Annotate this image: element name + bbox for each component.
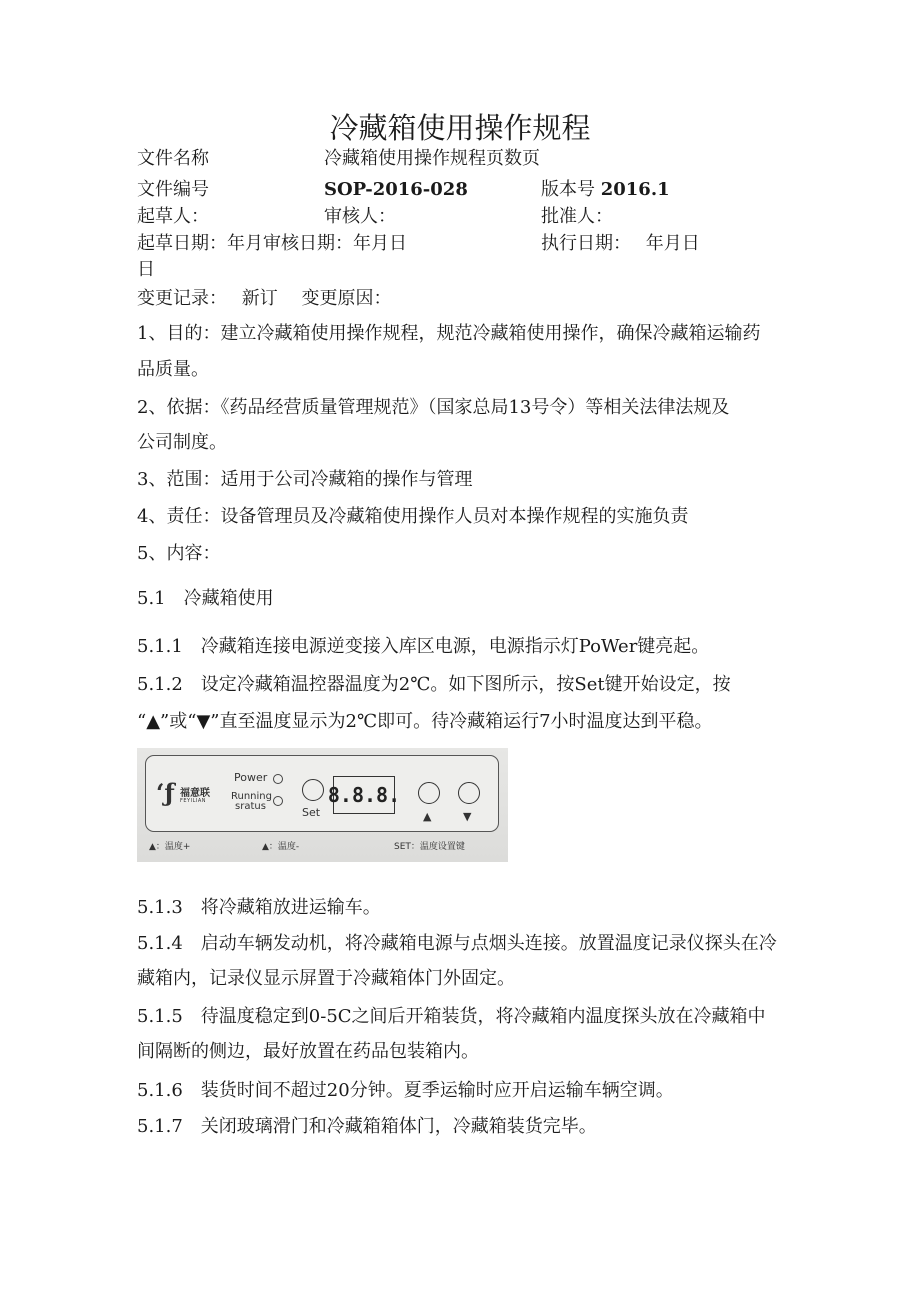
caption-set-key: SET：温度设置键 (394, 842, 465, 852)
dates-line: 起草日期：年月审核日期：年月日 (137, 233, 407, 254)
section-responsibility: 4、责任：设备管理员及冷藏箱使用操作人员对本操作规程的实施负责 (137, 506, 689, 527)
step-5-1-1: 5.1.1 冷藏箱连接电源逆变接入库区电源，电源指示灯PoWer键亮起。 (137, 636, 710, 657)
brand-name: 福意联 (180, 788, 210, 799)
section-scope: 3、范围：适用于公司冷藏箱的操作与管理 (137, 469, 473, 490)
section-basis-line2: 公司制度。 (137, 432, 227, 453)
step-5-1-4-line2: 藏箱内，记录仪显示屏置于冷藏箱体门外固定。 (137, 968, 515, 989)
temperature-display: 8.8.8. (333, 776, 395, 814)
section-purpose-line2: 品质量。 (137, 359, 209, 380)
control-panel-frame (145, 755, 499, 832)
power-led-icon (273, 774, 283, 784)
section-content: 5、内容： (137, 543, 221, 564)
caption-temp-up: ▲：温度+ (149, 842, 191, 852)
approver-label: 批准人： (541, 206, 613, 227)
status-label: sratus (235, 801, 266, 812)
dates-wrap: 日 (137, 259, 155, 280)
status-led-icon (273, 796, 283, 806)
running-label: Running (231, 791, 272, 802)
brand-logo-icon: ʻƒ (156, 778, 175, 807)
subsection-5-1: 5.1 冷藏箱使用 (137, 588, 274, 609)
section-purpose-line1: 1、目的：建立冷藏箱使用操作规程，规范冷藏箱使用操作，确保冷藏箱运输药 (137, 323, 761, 344)
caption-temp-down: ▲：温度- (262, 842, 300, 852)
up-arrow-icon: ▲ (423, 810, 432, 823)
set-label: Set (302, 806, 321, 819)
file-no-label: 文件编号 (137, 179, 209, 200)
brand-name-en: FEYILIAN (180, 798, 206, 804)
step-5-1-5-line1: 5.1.5 待温度稳定到0-5C之间后开箱装货，将冷藏箱内温度探头放在冷藏箱中 (137, 1006, 766, 1027)
step-5-1-7: 5.1.7 关闭玻璃滑门和冷藏箱箱体门，冷藏箱装货完毕。 (137, 1116, 597, 1137)
step-5-1-2-line2: “▲”或“▼”直至温度显示为2℃即可。待冷藏箱运行7小时温度达到平稳。 (137, 711, 713, 732)
up-button[interactable] (418, 782, 440, 804)
file-no-value: SOP-2016-028 (324, 179, 468, 200)
version-label-text: 版本号 (541, 179, 595, 200)
down-button[interactable] (458, 782, 480, 804)
version-label (541, 179, 670, 201)
file-name-value: 冷藏箱使用操作规程页数页 (324, 148, 540, 169)
file-name-label: 文件名称 (137, 148, 209, 169)
down-arrow-icon: ▼ (463, 810, 472, 823)
power-label: Power (234, 771, 268, 784)
version-value: 2016.1 (600, 179, 670, 200)
section-basis-line1: 2、依据：《药品经营质量管理规范》（国家总局13号令）等相关法律法规及 (137, 397, 730, 418)
exec-date: 执行日期： 年月日 (541, 233, 700, 254)
step-5-1-4-line1: 5.1.4 启动车辆发动机，将冷藏箱电源与点烟头连接。放置温度记录仪探头在冷 (137, 933, 777, 954)
step-5-1-2-line1: 5.1.2 设定冷藏箱温控器温度为2℃。如下图所示，按Set键开始设定，按 (137, 674, 731, 695)
drafter-label: 起草人： (137, 206, 209, 227)
step-5-1-5-line2: 间隔断的侧边，最好放置在药品包装箱内。 (137, 1041, 479, 1062)
step-5-1-3: 5.1.3 将冷藏箱放进运输车。 (137, 897, 381, 918)
document-title: 冷藏箱使用操作规程 (329, 111, 591, 145)
change-record: 变更记录： 新订 变更原因： (137, 288, 392, 309)
reviewer-label: 审核人： (324, 206, 396, 227)
set-button[interactable] (302, 779, 324, 801)
step-5-1-6: 5.1.6 装货时间不超过20分钟。夏季运输时应开启运输车辆空调。 (137, 1080, 674, 1101)
control-panel-photo (137, 748, 508, 862)
